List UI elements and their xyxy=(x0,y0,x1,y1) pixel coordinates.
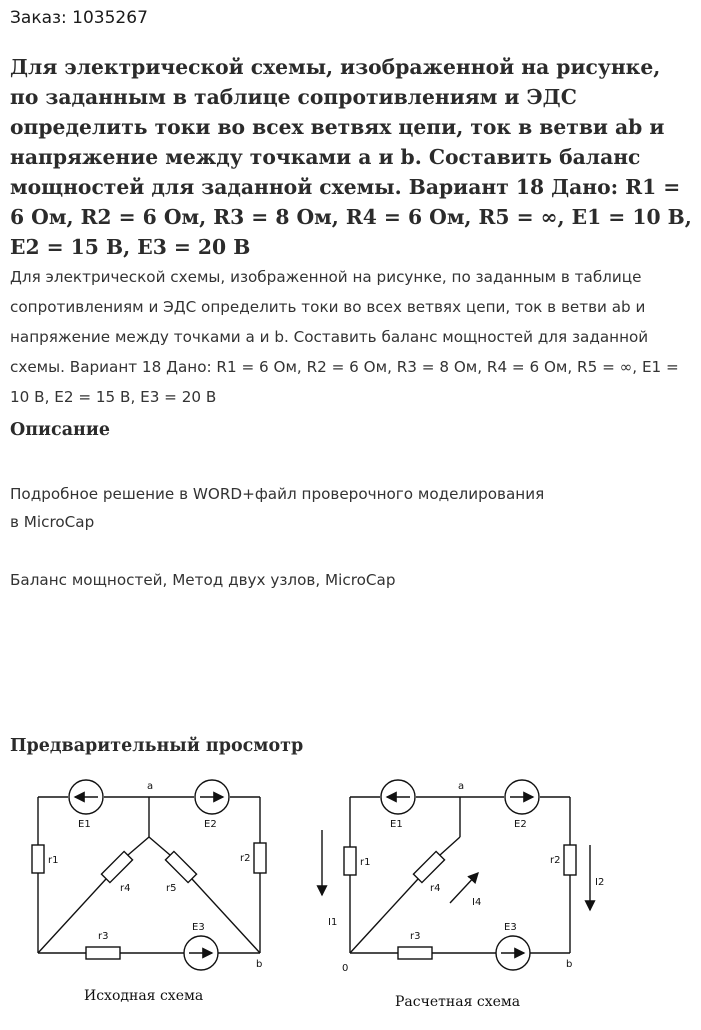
r1-resistor-icon xyxy=(344,847,356,875)
calculated-components xyxy=(322,780,604,1010)
r1-label: r1 xyxy=(48,855,59,866)
r3-label: r3 xyxy=(98,931,109,942)
task-title: Для электрической схемы, изображенной на рисунке, по заданным в таблице сопротивлениям и ЭДС определить токи во всех ветвях цепи, ток в ветви ab и напряжение между точками a и b. Составить баланс мощностей для заданной схемы. Вариант 18 Дано: R1 = 6 Ом, R2 = 6 Ом, R3 = 8 Ом, R4 = 6 Ом, R5 = ∞, E1 = 10 В, E2 = 15 В, E3 = 20 В xyxy=(10,55,692,259)
e1-label: E1 xyxy=(78,819,91,830)
r2-label: r2 xyxy=(550,855,561,866)
e3-label: E3 xyxy=(192,922,205,933)
node-zero-label: 0 xyxy=(342,963,349,974)
r3-resistor-icon xyxy=(398,947,432,959)
i2-label: I2 xyxy=(595,877,605,888)
original-circuit-caption: Исходная схема xyxy=(84,988,204,1004)
r5-resistor-icon xyxy=(165,851,196,882)
r3-label: r3 xyxy=(410,931,421,942)
node-b-label: b xyxy=(256,959,263,970)
r4-resistor-icon xyxy=(101,851,132,882)
r1-resistor-icon xyxy=(32,845,44,873)
description-line-1: Подробное решение в WORD+файл проверочного моделирования xyxy=(10,485,545,503)
r5-label: r5 xyxy=(166,883,177,894)
description-heading: Описание xyxy=(10,420,110,440)
r4-label: r4 xyxy=(430,883,441,894)
r2-resistor-icon xyxy=(564,845,576,875)
i4-label: I4 xyxy=(472,897,482,908)
r2-resistor-icon xyxy=(254,843,266,873)
order-number: Заказ: 1035267 xyxy=(10,8,148,28)
description-line-3: Баланс мощностей, Метод двух узлов, MicroCap xyxy=(10,571,396,589)
node-a-label: a xyxy=(458,781,465,792)
i1-label: I1 xyxy=(328,917,338,928)
r3-resistor-icon xyxy=(86,947,120,959)
e3-label: E3 xyxy=(504,922,517,933)
r4-resistor-icon xyxy=(413,851,444,882)
e2-label: E2 xyxy=(514,819,527,830)
calculated-circuit-diagram xyxy=(350,797,570,953)
e2-label: E2 xyxy=(204,819,217,830)
calculated-circuit-caption: Расчетная схема xyxy=(395,994,521,1010)
r1-label: r1 xyxy=(360,857,371,868)
original-circuit-diagram xyxy=(38,797,260,953)
task-text: Для электрической схемы, изображенной на рисунке, по заданным в таблице сопротивлениям и ЭДС определить токи во всех ветвях цепи, ток в ветви ab и напряжение между точками a и b. Составить баланс мощностей для заданной схемы. Вариант 18 Дано: R1 = 6 Ом, R2 = 6 Ом, R3 = 8 Ом, R4 = 6 Ом, R5 = ∞, E1 = 10 В, E2 = 15 В, E3 = 20 В xyxy=(10,268,679,406)
preview-image xyxy=(20,775,690,1025)
node-b-label: b xyxy=(566,959,573,970)
r2-label: r2 xyxy=(240,853,251,864)
e1-label: E1 xyxy=(390,819,403,830)
node-a-label: a xyxy=(147,781,154,792)
description-line-2: в MicroCap xyxy=(10,513,95,531)
preview-heading: Предварительный просмотр xyxy=(10,736,304,756)
r4-label: r4 xyxy=(120,883,131,894)
